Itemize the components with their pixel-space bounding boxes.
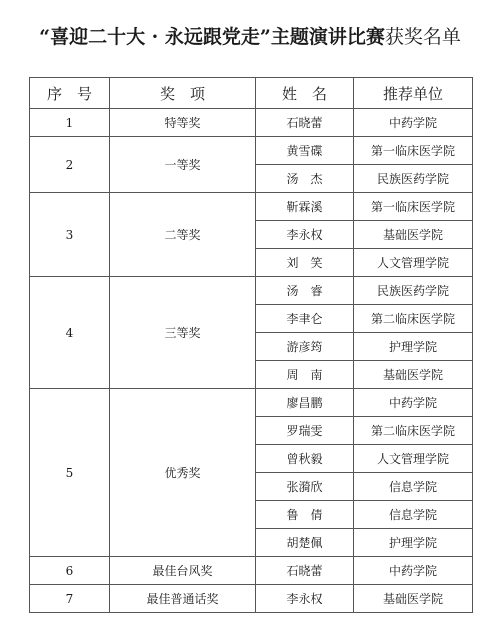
recommending-unit: 基础医学院 (354, 585, 473, 613)
winner-name: 石晓蕾 (256, 109, 354, 137)
award-level: 三等奖 (110, 277, 256, 389)
winner-name: 李永权 (256, 221, 354, 249)
winner-name: 石晓蕾 (256, 557, 354, 585)
recommending-unit: 第二临床医学院 (354, 417, 473, 445)
winner-name: 周 南 (256, 361, 354, 389)
header-unit: 推荐单位 (354, 78, 473, 109)
table-row (30, 277, 473, 305)
recommending-unit: 中药学院 (354, 557, 473, 585)
header-number: 序 号 (30, 78, 110, 109)
award-level: 优秀奖 (110, 389, 256, 557)
recommending-unit: 人文管理学院 (354, 249, 473, 277)
table-row (30, 557, 473, 585)
winner-name: 鲁 倩 (256, 501, 354, 529)
award-number: 7 (30, 585, 110, 613)
award-number: 4 (30, 277, 110, 389)
winner-name: 游彦筠 (256, 333, 354, 361)
award-number: 3 (30, 193, 110, 277)
award-level: 最佳台风奖 (110, 557, 256, 585)
recommending-unit: 护理学院 (354, 529, 473, 557)
header-award: 奖 项 (110, 78, 256, 109)
recommending-unit: 中药学院 (354, 389, 473, 417)
award-number: 1 (30, 109, 110, 137)
recommending-unit: 中药学院 (354, 109, 473, 137)
award-level: 一等奖 (110, 137, 256, 193)
award-number: 2 (30, 137, 110, 193)
winner-name: 汤 睿 (256, 277, 354, 305)
recommending-unit: 第一临床医学院 (354, 193, 473, 221)
table-row (30, 389, 473, 417)
recommending-unit: 护理学院 (354, 333, 473, 361)
table-row (30, 585, 473, 613)
winner-name: 罗瑞雯 (256, 417, 354, 445)
table-row (30, 193, 473, 221)
recommending-unit: 信息学院 (354, 501, 473, 529)
winner-name: 李聿仑 (256, 305, 354, 333)
table-row (30, 109, 473, 137)
winner-name: 李永权 (256, 585, 354, 613)
winner-name: 靳霖溪 (256, 193, 354, 221)
award-number: 6 (30, 557, 110, 585)
table-row (30, 137, 473, 165)
award-level: 特等奖 (110, 109, 256, 137)
award-level: 最佳普通话奖 (110, 585, 256, 613)
award-level: 二等奖 (110, 193, 256, 277)
recommending-unit: 基础医学院 (354, 361, 473, 389)
recommending-unit: 信息学院 (354, 473, 473, 501)
winner-name: 黄雪碟 (256, 137, 354, 165)
recommending-unit: 基础医学院 (354, 221, 473, 249)
award-table (29, 77, 473, 613)
document-title (0, 24, 500, 50)
recommending-unit: 民族医药学院 (354, 277, 473, 305)
recommending-unit: 人文管理学院 (354, 445, 473, 473)
header-name: 姓 名 (256, 78, 354, 109)
recommending-unit: 第二临床医学院 (354, 305, 473, 333)
title-suffix: 获奖名单 (384, 26, 461, 48)
winner-name: 曾秋毅 (256, 445, 354, 473)
winner-name: 刘 笑 (256, 249, 354, 277)
award-number: 5 (30, 389, 110, 557)
recommending-unit: 民族医药学院 (354, 165, 473, 193)
recommending-unit: 第一临床医学院 (354, 137, 473, 165)
header-row (30, 78, 473, 109)
title-main: “喜迎二十大 · 永远跟党走”主题演讲比赛 (39, 26, 385, 48)
winner-name: 张漪欣 (256, 473, 354, 501)
winner-name: 廖昌鹏 (256, 389, 354, 417)
winner-name: 胡楚佩 (256, 529, 354, 557)
winner-name: 汤 杰 (256, 165, 354, 193)
